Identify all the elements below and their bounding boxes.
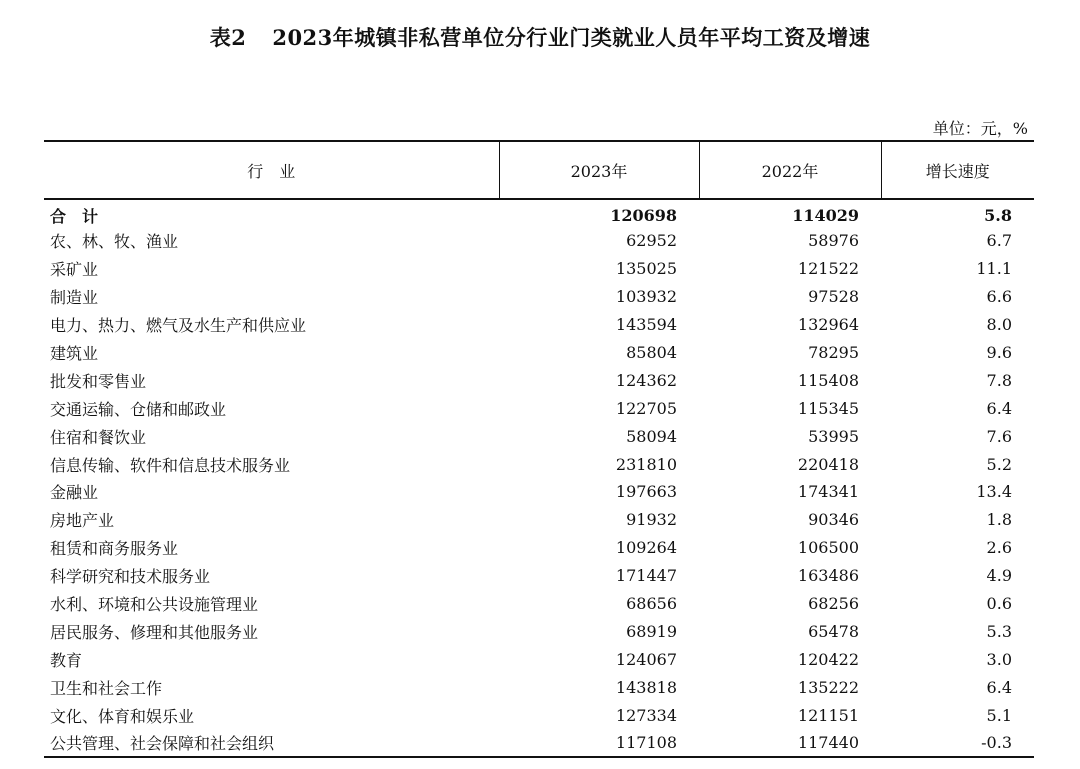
wage-2022-cell: 90346 [808, 510, 859, 530]
growth-cell: 7.8 [986, 370, 1012, 390]
header-2022: 2022年 [699, 141, 881, 199]
growth-cell: 7.6 [986, 426, 1012, 446]
wage-2022-cell: 220418 [797, 454, 859, 474]
industry-cell: 卫生和社会工作 [50, 678, 163, 698]
industry-cell: 合 计 [50, 207, 99, 226]
wage-2023-cell: 122705 [615, 398, 677, 418]
table-row [44, 422, 1034, 450]
wage-2022-cell: 174341 [797, 482, 859, 502]
table-title-text: 2023年城镇非私营单位分行业门类就业人员年平均工资及增速 [272, 25, 871, 50]
industry-cell: 房地产业 [50, 511, 115, 531]
header-growth: 增长速度 [881, 141, 1034, 199]
industry-cell: 公共管理、社会保障和社会组织 [44, 729, 499, 757]
table-row [44, 701, 1034, 729]
wage-2023-cell: 103932 [615, 287, 677, 307]
table-row [44, 339, 1034, 367]
industry-cell: 科学研究和技术服务业 [50, 567, 211, 587]
industry-cell: 制造业 [50, 288, 99, 308]
industry-cell: 租赁和商务服务业 [50, 539, 179, 559]
wage-2023-cell: 143818 [615, 677, 677, 697]
table-row [44, 617, 1034, 645]
wage-2022-cell: 117440 [699, 729, 881, 757]
industry-cell: 居民服务、修理和其他服务业 [50, 622, 259, 642]
wage-2023-cell: 58094 [626, 426, 677, 446]
table-row-total [44, 199, 1034, 227]
growth-cell: 3.0 [986, 649, 1012, 669]
growth-cell: 6.4 [986, 677, 1012, 697]
wage-2023-cell: 91932 [626, 510, 677, 530]
wage-2023-cell: 85804 [626, 343, 677, 362]
header-2023: 2023年 [499, 141, 699, 199]
wage-table [44, 140, 1034, 758]
wage-2023-cell: 124067 [615, 649, 677, 669]
table-row [44, 311, 1034, 339]
table-row [44, 590, 1034, 618]
industry-cell: 信息传输、软件和信息技术服务业 [50, 455, 291, 475]
industry-cell: 水利、环境和公共设施管理业 [50, 595, 259, 615]
growth-cell: 6.7 [986, 231, 1012, 251]
wage-2022-cell: 120422 [797, 649, 859, 669]
growth-cell: 13.4 [976, 482, 1012, 502]
growth-cell: 0.6 [986, 594, 1012, 614]
industry-cell: 采矿业 [50, 260, 99, 280]
table-row [44, 255, 1034, 283]
wage-2023-cell: 124362 [615, 370, 677, 390]
growth-cell: 8.0 [986, 315, 1012, 335]
table-row [44, 673, 1034, 701]
industry-cell: 住宿和餐饮业 [50, 427, 147, 447]
wage-2022-cell: 121522 [797, 259, 859, 279]
wage-2022-cell: 58976 [808, 231, 859, 251]
growth-cell: 5.2 [986, 454, 1012, 474]
growth-cell: 11.1 [976, 259, 1012, 279]
growth-cell: 5.1 [986, 705, 1012, 725]
industry-cell: 批发和零售业 [50, 371, 147, 391]
table-row [44, 366, 1034, 394]
wage-2023-cell: 127334 [615, 705, 677, 725]
growth-cell: 6.6 [986, 287, 1012, 307]
growth-cell: 4.9 [986, 566, 1012, 586]
wage-2023-cell: 143594 [615, 315, 677, 335]
industry-cell: 农、林、牧、渔业 [50, 232, 179, 252]
wage-2022-cell: 106500 [797, 538, 859, 558]
table-row [44, 450, 1034, 478]
wage-2023-cell: 135025 [615, 259, 677, 279]
wage-2022-cell: 115408 [797, 370, 859, 390]
wage-2022-cell: 97528 [808, 287, 859, 307]
wage-2022-cell: 114029 [792, 206, 859, 225]
growth-cell: -0.3 [881, 729, 1034, 757]
wage-2022-cell: 163486 [797, 566, 859, 586]
table-row [44, 283, 1034, 311]
industry-cell: 交通运输、仓储和邮政业 [50, 399, 227, 419]
growth-cell: 2.6 [986, 538, 1012, 558]
growth-cell: 6.4 [986, 398, 1012, 418]
wage-2022-cell: 135222 [797, 677, 859, 697]
wage-2023-cell: 197663 [615, 482, 677, 502]
table-row [44, 729, 1034, 757]
wage-2022-cell: 121151 [797, 705, 859, 725]
table-row [44, 506, 1034, 534]
wage-2022-cell: 132964 [797, 315, 859, 335]
industry-cell: 电力、热力、燃气及水生产和供应业 [50, 316, 307, 336]
wage-2023-cell: 117108 [499, 729, 699, 757]
wage-2023-cell: 231810 [615, 454, 677, 474]
unit-note: 单位：元，% [932, 119, 1028, 138]
growth-cell: 5.3 [986, 621, 1012, 641]
wage-2022-cell: 68256 [808, 594, 859, 614]
wage-2023-cell: 109264 [615, 538, 677, 558]
industry-cell: 教育 [50, 650, 83, 670]
industry-cell: 建筑业 [50, 344, 99, 363]
table-row [44, 645, 1034, 673]
table-row [44, 478, 1034, 506]
growth-cell: 1.8 [986, 510, 1012, 530]
growth-cell: 9.6 [986, 343, 1012, 362]
industry-cell: 金融业 [50, 483, 99, 503]
wage-2023-cell: 68656 [626, 594, 677, 614]
wage-2022-cell: 65478 [808, 621, 859, 641]
table-row [44, 394, 1034, 422]
growth-cell: 5.8 [984, 206, 1012, 225]
wage-2022-cell: 78295 [808, 343, 859, 362]
wage-2023-cell: 171447 [615, 566, 677, 586]
table-row [44, 562, 1034, 590]
table-row [44, 534, 1034, 562]
wage-2023-cell: 62952 [626, 231, 677, 251]
wage-2023-cell: 68919 [626, 621, 677, 641]
wage-2023-cell: 120698 [610, 206, 677, 225]
table-number: 表2 [209, 25, 247, 50]
table-row [44, 227, 1034, 255]
table-title [0, 22, 1080, 52]
table-header-row [44, 141, 1034, 199]
header-industry: 行 业 [44, 141, 499, 199]
industry-cell: 文化、体育和娱乐业 [50, 706, 195, 726]
wage-2022-cell: 53995 [808, 426, 859, 446]
wage-2022-cell: 115345 [797, 398, 859, 418]
